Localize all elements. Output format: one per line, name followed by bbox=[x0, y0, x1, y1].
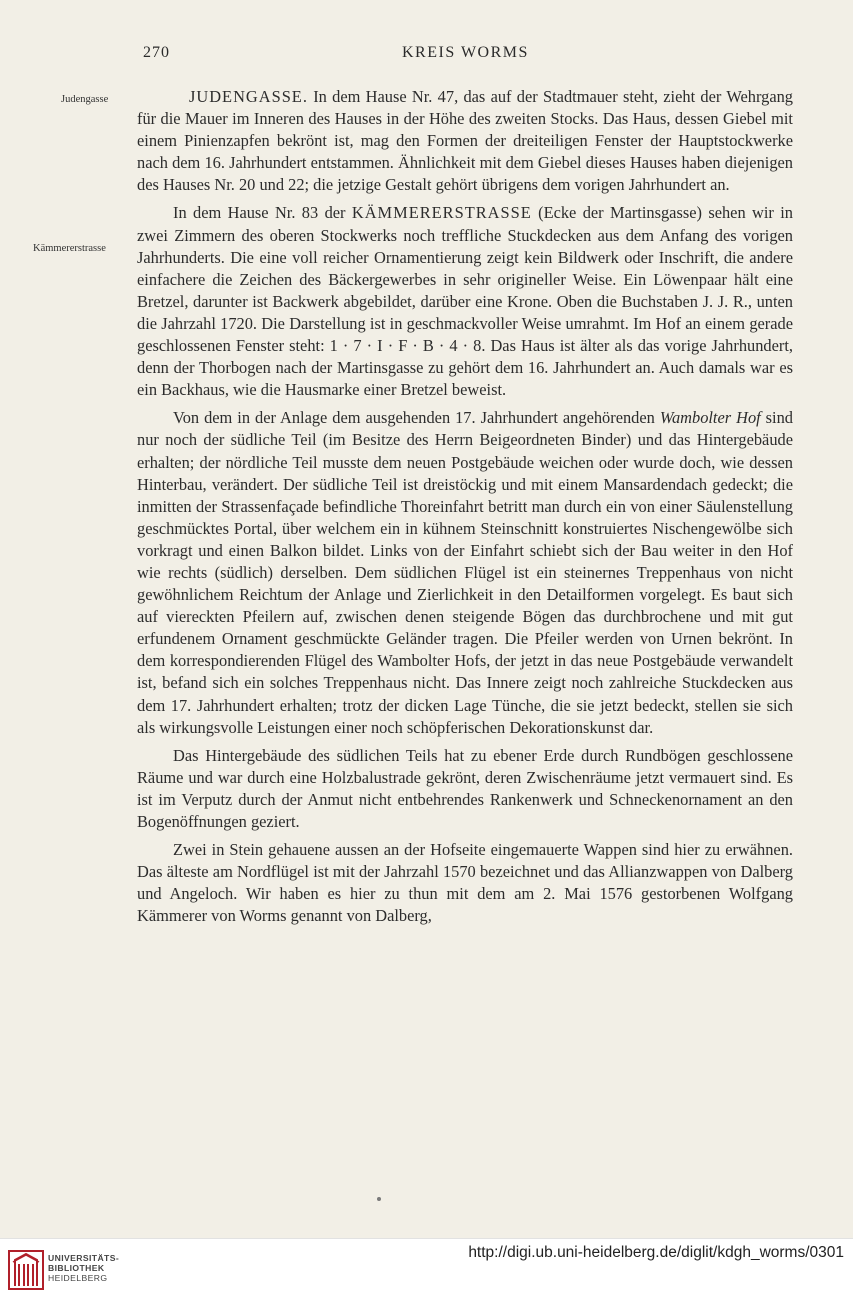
library-name-line: UNIVERSITÄTS- bbox=[48, 1253, 120, 1263]
paragraph-text: In dem Hause Nr. 47, das auf der Stadtmauer steht, zieht der Wehrgang für die Mauer im Inneren des Hauses in der Höhe des zweiten Stocks. Das Haus, dessen Giebel mit einem Pinienzapfen bekrönt ist, mag den Formen der dreiteiligen Fenster der Hauptstockwerke nach dem 16. Jahrhundert entstammen. Ähnlichkeit mit dem Giebel dieses Hauses haben diejenigen des Hauses Nr. 20 und 22; die jetzige Gestalt gehört übrigens dem vorigen Jahrhundert an. bbox=[137, 87, 793, 195]
footer-bar bbox=[0, 1238, 853, 1299]
margin-note-judengasse: Judengasse bbox=[61, 94, 109, 105]
paragraph-wappen: Zwei in Stein gehauene aussen an der Hofseite eingemauerte Wappen sind hier zu erwähnen. Das älteste am Nordflügel ist mit der Jahrzahl 1570 bezeichnet und das Allianzwappen von Dalberg und Angeloch. Wir haben es hier zu thun mit dem am 2. Mai 1576 gestorbenen Wolfgang Kämmerer von Worms genannt von Dalberg, bbox=[137, 840, 793, 926]
paragraph-text: Von dem in der Anlage dem ausgehenden 17. Jahrhundert angehörenden bbox=[173, 408, 660, 428]
page-number: 270 bbox=[143, 44, 170, 61]
library-name bbox=[48, 1253, 119, 1283]
paragraph-kaemmererstrasse bbox=[137, 202, 793, 401]
ink-dot bbox=[377, 1197, 381, 1201]
library-name-line: HEIDELBERG bbox=[48, 1273, 108, 1283]
paragraph-text: In dem Hause Nr. 83 der bbox=[173, 203, 352, 223]
paragraph-text: (Ecke der Martinsgasse) sehen wir in zwei Zimmern des oberen Stockwerks noch treffliche Stuckdecken aus dem Anfang des vorigen Jahrhunderts. Die eine voll reicher Ornamentierung zeigt kein Bildwerk oder Inschrift, die andere einfachere die Zeichen des Bäckergewerbes in sehr origineller Weise. Ein Löwenpaar hält eine Bretzel, darunter ist Backwerk abgebildet, darüber eine Krone. Oben die Buchstaben J. J. R., unten die Jahrzahl 1720. Die Darstellung ist in geschmackvoller Weise umrahmt. Im Hof an einem gerade geschlossenen Fenster steht: 1 · 7 · I · F · B · 4 · 8. Das Haus ist älter als das vorige Jahrhundert, denn der Thorbogen nach der Martinsgasse zu gehört dem 16. Jahrhundert an. Auch damals war es ein Backhaus, wie die Hausmarke einer Bretzel beweist. bbox=[137, 203, 793, 400]
paragraph-text: sind nur noch der südliche Teil (im Besitze des Herrn Beigeordneten Binder) und das Hintergebäude erhalten; der nördliche Teil musste dem neuen Postgebäude weichen oder wurde doch, wie dessen Hinterbau, verändert. Der südliche Teil ist dreistöckig und mit einem Mansardendach gedeckt; die inmitten der Strassenfaçade befindliche Thoreinfahrt betritt man durch ein von einer Säulenstellung geschmücktes Portal, über welchem ein in kühnem Steinschnitt konstruiertes Nischengewölbe sich vorkragt und einen Balkon bildet. Links von der Einfahrt schiebt sich der Bau weiter in den Hof wie rechts (südlich) derselben. Dem südlichen Flügel ist ein steinernes Treppenhaus von nicht gewöhnlichem Reichtum der Anlage und Zierlichkeit in den Detailformen vorgelegt. Es baut sich auf viereckten Pfeilern auf, zwischen denen steigende Bögen das durchbrochene und mit gut erfundenem Ornament geschmückte Geländer tragen. Die Pfeiler werden von Urnen bekrönt. In dem korrespondierenden Flügel des Wambolter Hofs, der jetzt in das neue Postgebäude verwandelt ist, befand sich ein solches Treppenhaus nicht. Das Innere zeigt noch zahlreiche Stuckdecken aus dem 17. Jahrhundert erhalten; trotz der dicken Lage Tünche, die sie jetzt bedeckt, stellen sie sich als wirkungsvolle Leistungen einer noch schöpferischen Dekorationskunst dar. bbox=[137, 408, 793, 737]
running-head bbox=[0, 44, 853, 66]
margin-note-kaemmererstrasse: Kämmererstrasse bbox=[33, 243, 106, 254]
paragraph-wambolter-hof bbox=[137, 407, 793, 738]
library-name-line: BIBLIOTHEK bbox=[48, 1263, 105, 1273]
paragraph-hintergebaeude: Das Hintergebäude des südlichen Teils hat zu ebener Erde durch Rundbögen geschlossene Räume und war durch eine Holzbalustrade gekrönt, deren Zwischenräume jetzt vermauert sind. Es ist im Verputz durch der Anmut nicht entbehrendes Rankenwerk und Schneckenornament an den Bogenöffnungen geziert. bbox=[137, 745, 793, 831]
permalink-url[interactable]: http://digi.ub.uni-heidelberg.de/diglit/kdgh_worms/0301 bbox=[468, 1244, 844, 1261]
street-name-kaemmererstrasse: KÄMMERERSTRASSE bbox=[351, 203, 532, 223]
running-head-title: KREIS WORMS bbox=[402, 44, 529, 61]
university-library-logo-icon bbox=[8, 1250, 44, 1290]
section-heading-judengasse: JUDENGASSE. bbox=[189, 87, 308, 106]
main-text bbox=[137, 86, 793, 927]
italic-wambolter-hof: Wambolter Hof bbox=[659, 408, 761, 428]
paragraph-judengasse bbox=[137, 86, 793, 196]
